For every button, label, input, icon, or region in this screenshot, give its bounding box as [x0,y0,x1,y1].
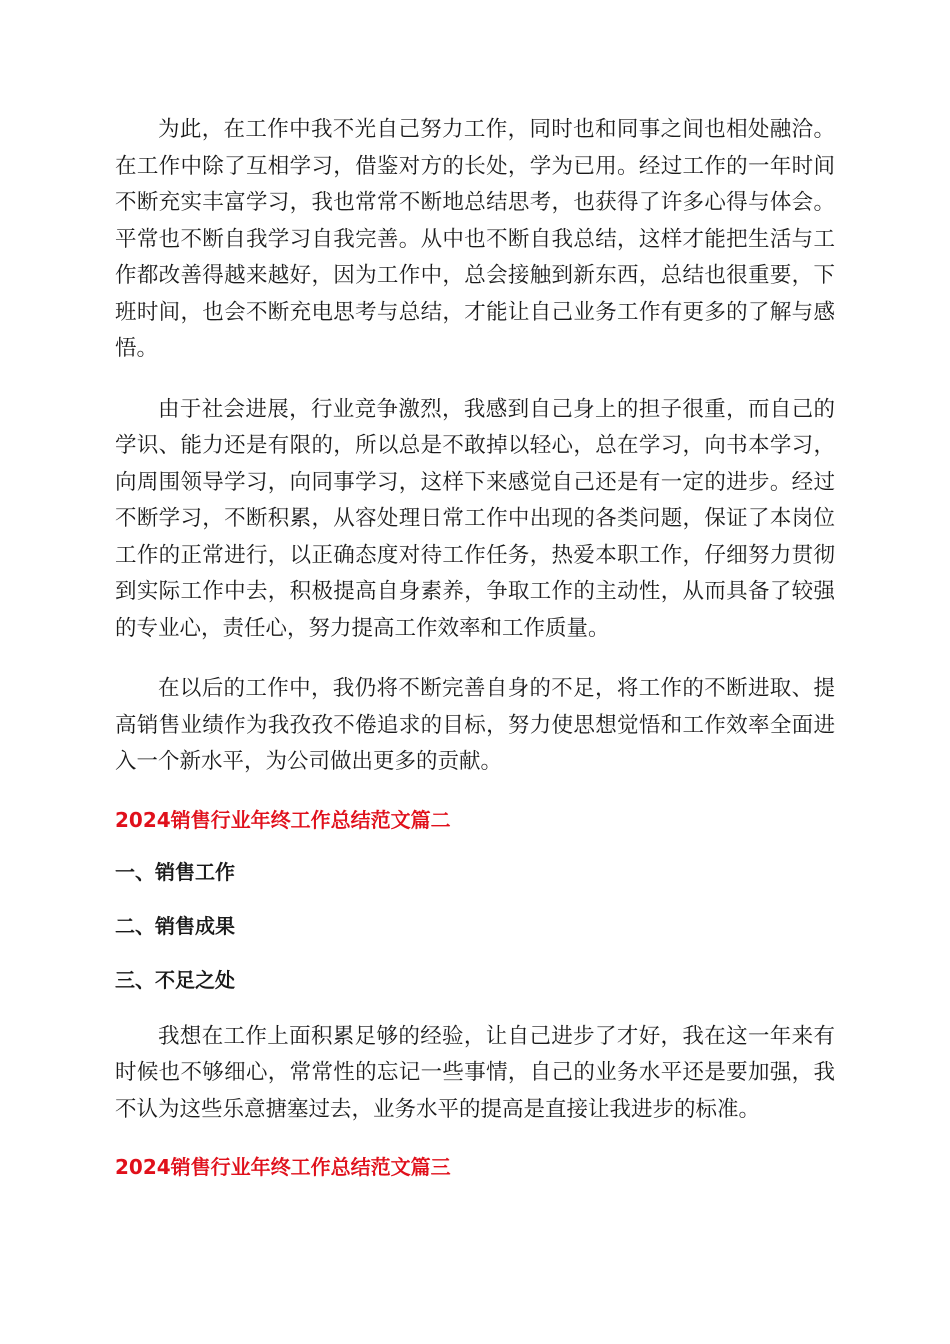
body-paragraph-1: 为此，在工作中我不光自己努力工作，同时也和同事之间也相处融洽。在工作中除了互相学习，借鉴对方的长处，学为已用。经过工作的一年时间不断充实丰富学习，我也常常不断地总结思考，也获得了许多心得与体会。平常也不断自我学习自我完善。从中也不断自我总结，这样才能把生活与工作都改善得越来越好，因为工作中，总会接触到新东西，总结也很重要，下班时间，也会不断充电思考与总结，才能让自己业务工作有更多的了解与感悟。 [115,117,835,361]
document-page [115,112,835,1204]
section-title-3: 2024销售行业年终工作总结范文篇三 [115,1155,451,1179]
body-paragraph-2: 由于社会进展，行业竞争激烈，我感到自己身上的担子很重，而自己的学识、能力还是有限的，所以总是不敢掉以轻心，总在学习，向书本学习，向周围领导学习，向同事学习，这样下来感觉自己还是有一定的进步。经过不断学习，不断积累，从容处理日常工作中出现的各类问题，保证了本岗位工作的正常进行，以正确态度对待工作任务，热爱本职工作，仔细努力贯彻到实际工作中去，积极提高自身素养，争取工作的主动性，从而具备了较强的专业心，责任心，努力提高工作效率和工作质量。 [115,396,835,641]
subheading-sales-results: 二、销售成果 [115,913,235,938]
body-paragraph-3: 在以后的工作中，我仍将不断完善自身的不足，将工作的不断进取、提高销售业绩作为我孜孜不倦追求的目标，努力使思想觉悟和工作效率全面进入一个新水平，为公司做出更多的贡献。 [115,676,835,774]
subheading-shortcomings: 三、不足之处 [115,967,235,992]
section-title-2: 2024销售行业年终工作总结范文篇二 [115,807,451,832]
body-paragraph-4: 我想在工作上面积累足够的经验，让自己进步了才好，我在这一年来有时候也不够细心，常常性的忘记一些事情，自己的业务水平还是要加强，我不认为这些乐意搪塞过去，业务水平的提高是直接让我进步的标准。 [115,1023,835,1122]
subheading-sales-work: 一、销售工作 [115,859,235,884]
